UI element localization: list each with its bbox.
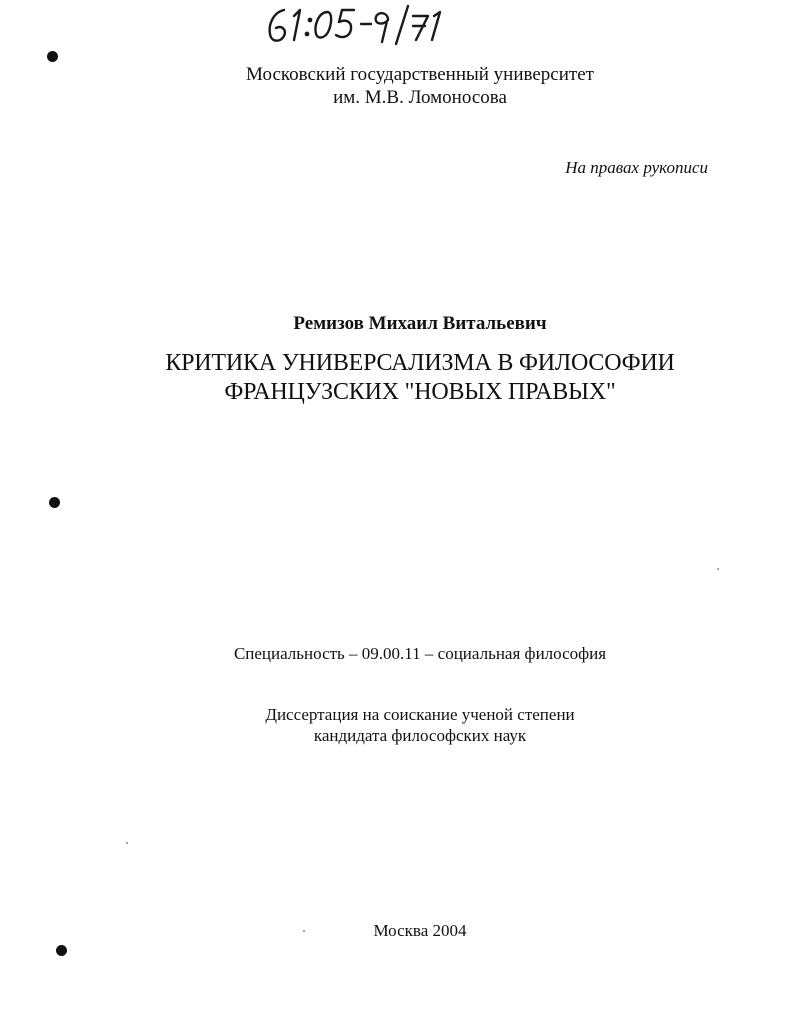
binder-hole-middle [49,497,60,508]
degree-line-2: кандидата философских наук [313,726,527,745]
author-name: Ремизов Михаил Витальевич [293,313,547,334]
city-year: Москва 2004 [373,921,467,940]
dissertation-title [0,349,793,407]
degree-line-1: Диссертация на соискание ученой степени [265,705,575,724]
title-line-2: ФРАНЦУЗСКИХ "НОВЫХ ПРАВЫХ" [224,379,616,405]
specialty: Специальность – 09.00.11 – социальная философия [233,644,607,663]
scan-speck [126,842,128,844]
handwritten-archive-code [250,2,510,48]
degree-statement [0,704,793,746]
title-line-1: КРИТИКА УНИВЕРСАЛИЗМА В ФИЛОСОФИИ [165,350,675,376]
binder-hole-top [47,51,58,62]
binder-hole-bottom [56,945,67,956]
university-line-2: им. М.В. Ломоносова [333,87,507,108]
rights-note: На правах рукописи [565,158,708,177]
scan-speck [717,568,719,570]
university-name [0,63,793,109]
university-line-1: Московский государственный университет [246,64,594,85]
